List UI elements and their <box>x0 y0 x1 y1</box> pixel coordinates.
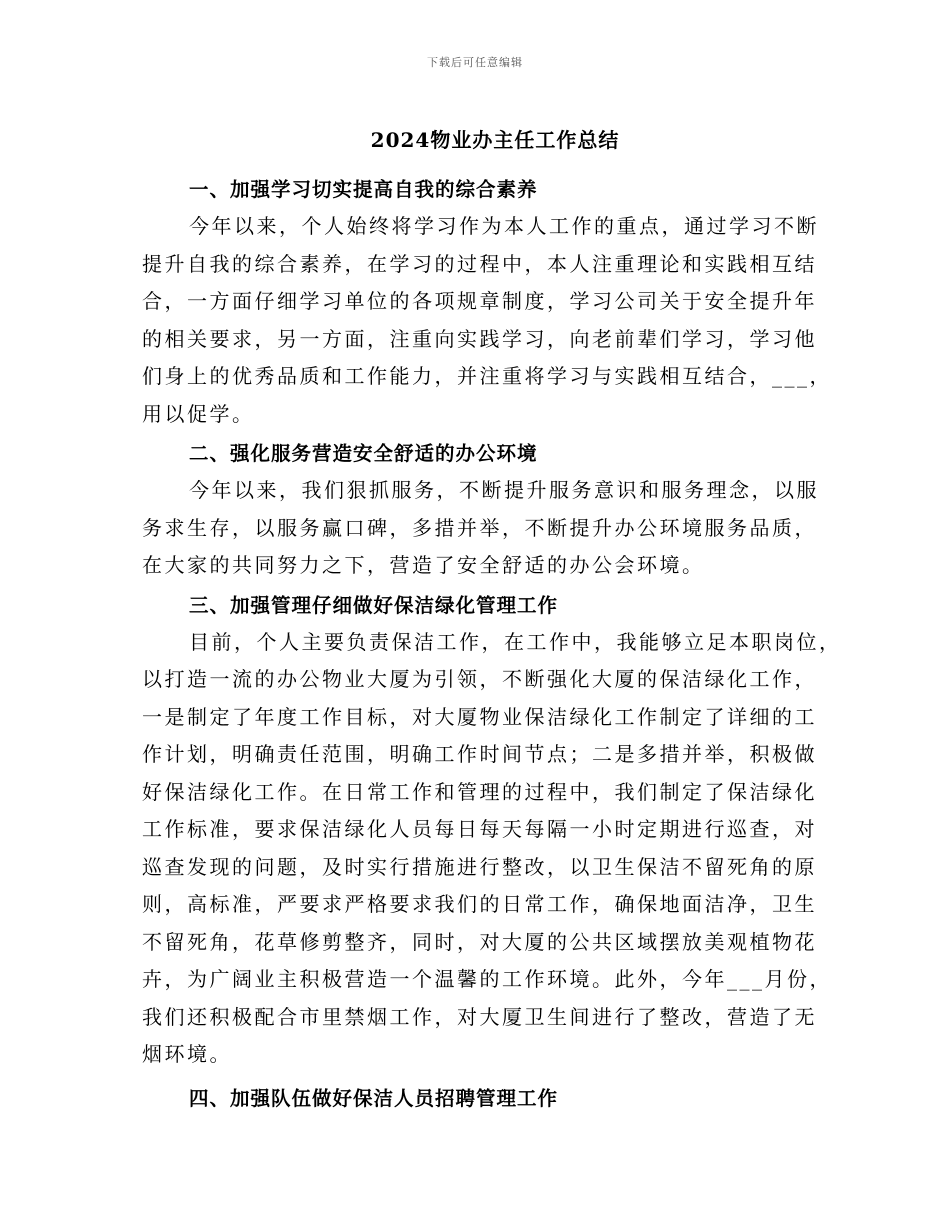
section-paragraph-3 <box>142 624 842 1074</box>
section-heading-2: 二、强化服务营造安全舒适的办公环境 <box>189 442 538 465</box>
paragraph-line: 在大家的共同努力之下，营造了安全舒适的办公会环境。 <box>142 553 705 577</box>
paragraph-line: 今年以来，个人始终将学习作为本人工作的重点，通过学习不断 <box>189 214 819 238</box>
paragraph-line: 提升自我的综合素养，在学习的过程中，本人注重理论和实践相互结 <box>142 251 817 276</box>
paragraph-line: 目前，个人主要负责保洁工作，在工作中，我能够立足本职岗位， <box>189 629 842 654</box>
section-paragraph-1 <box>142 208 830 433</box>
paragraph-line: 我们还积极配合市里禁烟工作，对大厦卫生间进行了整改，营造了无 <box>142 1004 817 1029</box>
section-paragraph-2 <box>142 472 830 585</box>
paragraph-line: 务求生存，以服务赢口碑，多措并举，不断提升办公环境服务品质， <box>142 515 817 540</box>
paragraph-line: 巡查发现的问题，及时实行措施进行整改，以卫生保洁不留死角的原 <box>142 854 817 879</box>
section-heading-3: 三、加强管理仔细做好保洁绿化管理工作 <box>189 593 559 617</box>
document-body <box>142 171 842 1117</box>
paragraph-line: 烟环境。 <box>142 1042 232 1066</box>
paragraph-line: 卉，为广阔业主积极营造一个温馨的工作环境。此外，今年___月份， <box>142 967 832 991</box>
paragraph-line: 合，一方面仔细学习单位的各项规章制度，学习公司关于安全提升年 <box>142 289 817 313</box>
section-heading-1: 一、加强学习切实提高自我的综合素养 <box>189 178 538 201</box>
paragraph-line: 的相关要求，另一方面，注重向实践学习，向老前辈们学习，学习他 <box>142 326 817 351</box>
section-heading-4: 四、加强队伍做好保洁人员招聘管理工作 <box>189 1086 559 1110</box>
paragraph-line: 不留死角，花草修剪整齐，同时，对大厦的公共区域摆放美观植物花 <box>142 929 817 954</box>
paragraph-line: 好保洁绿化工作。在日常工作和管理的过程中，我们制定了保洁绿化 <box>142 779 817 804</box>
paragraph-line: 今年以来，我们狠抓服务，不断提升服务意识和服务理念，以服 <box>189 478 819 502</box>
header-note: 下载后可任意编辑 <box>427 56 523 69</box>
paragraph-line: 以打造一流的办公物业大厦为引领，不断强化大厦的保洁绿化工作， <box>142 667 817 691</box>
paragraph-line: 用以促学。 <box>142 401 255 426</box>
paragraph-line: 作计划，明确责任范围，明确工作时间节点；二是多措并举，积极做 <box>142 742 817 766</box>
paragraph-line: 们身上的优秀品质和工作能力，并注重将学习与实践相互结合，___， <box>142 364 832 388</box>
document-title: 2024物业办主任工作总结 <box>370 128 620 152</box>
paragraph-line: 则，高标准，严要求严格要求我们的日常工作，确保地面洁净，卫生 <box>142 892 817 916</box>
paragraph-line: 一是制定了年度工作目标，对大厦物业保洁绿化工作制定了详细的工 <box>142 704 817 729</box>
paragraph-line: 工作标准，要求保洁绿化人员每日每天每隔一小时定期进行巡查，对 <box>142 817 817 841</box>
